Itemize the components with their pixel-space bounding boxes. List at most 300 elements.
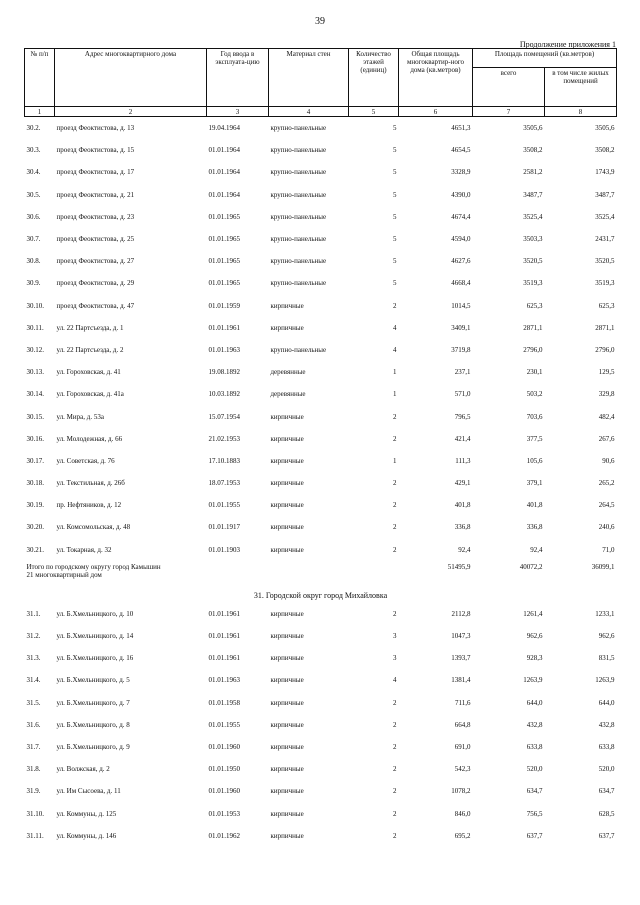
row-material: кирпичные <box>270 479 304 488</box>
row-total-area: 429,1 <box>454 479 471 488</box>
header-residential: в том числе жилых помещений <box>545 68 617 107</box>
row-material: кирпичные <box>270 501 304 510</box>
row-area-residential: 3508,2 <box>595 146 615 155</box>
table-row <box>25 692 617 714</box>
row-area-residential: 264,5 <box>598 501 615 510</box>
table-row <box>25 339 617 361</box>
row-total-area: 1393,7 <box>451 654 471 663</box>
column-number: 1 <box>25 107 55 117</box>
row-material: кирпичные <box>270 632 304 641</box>
row-total-area: 1381,4 <box>451 676 471 685</box>
row-address: ул. Коммуны, д. 146 <box>56 831 117 840</box>
row-material: кирпичные <box>270 609 304 618</box>
table-row <box>25 825 617 847</box>
row-area-all: 962,6 <box>526 632 543 641</box>
row-floors: 2 <box>393 765 397 774</box>
row-floors: 2 <box>393 412 397 421</box>
table-row <box>25 117 617 140</box>
row-number: 31.6. <box>26 720 41 729</box>
total-label-line1: Итого по городскому округу город Камышин <box>26 562 161 571</box>
row-area-all: 92,4 <box>530 545 543 554</box>
row-material: кирпичные <box>270 456 304 465</box>
row-year: 01.01.1962 <box>208 831 240 840</box>
table-row <box>25 714 617 736</box>
row-material: кирпичные <box>270 301 304 310</box>
row-number: 30.12. <box>26 345 44 354</box>
row-total-area: 796,5 <box>454 412 471 421</box>
row-address: пр. Нефтяников, д. 12 <box>56 501 122 510</box>
row-floors: 2 <box>393 609 397 618</box>
row-year: 15.07.1954 <box>208 412 240 421</box>
row-year: 01.01.1903 <box>208 545 240 554</box>
row-material: деревянные <box>270 368 306 377</box>
row-area-all: 3505,6 <box>523 124 543 133</box>
row-number: 31.11. <box>26 831 44 840</box>
row-total-area: 3409,1 <box>451 323 471 332</box>
row-total-area: 664,8 <box>454 720 471 729</box>
table-row <box>25 539 617 561</box>
row-number: 30.21. <box>26 545 44 554</box>
row-material: кирпичные <box>270 676 304 685</box>
row-area-residential: 962,6 <box>598 632 615 641</box>
row-floors: 2 <box>393 831 397 840</box>
row-number: 31.7. <box>26 742 41 751</box>
row-floors: 4 <box>393 676 397 685</box>
row-area-residential: 3487,7 <box>595 190 615 199</box>
row-year: 01.01.1961 <box>208 654 240 663</box>
row-address: ул. 22 Партсъезда, д. 1 <box>56 323 124 332</box>
row-address: ул. Комсомольская, д. 48 <box>56 523 131 532</box>
row-area-all: 928,3 <box>526 654 543 663</box>
row-floors: 2 <box>393 501 397 510</box>
row-area-residential: 240,6 <box>598 523 615 532</box>
row-year: 01.01.1961 <box>208 609 240 618</box>
row-area-residential: 71,0 <box>602 545 615 554</box>
row-floors: 5 <box>393 279 397 288</box>
row-address: ул. Советская, д. 76 <box>56 456 115 465</box>
row-number: 31.10. <box>26 809 44 818</box>
row-total-area: 1047,3 <box>451 632 471 641</box>
table-row <box>25 405 617 427</box>
row-total-area: 4668,4 <box>451 279 471 288</box>
row-material: кирпичные <box>270 698 304 707</box>
row-number: 30.11. <box>26 323 44 332</box>
row-area-residential: 520,0 <box>598 765 615 774</box>
row-total-area: 3719,8 <box>451 345 471 354</box>
row-year: 01.01.1965 <box>208 279 240 288</box>
table-row <box>25 206 617 228</box>
column-number: 7 <box>473 107 545 117</box>
row-material: кирпичные <box>270 323 304 332</box>
row-address: ул. Б.Хмельницкого, д. 7 <box>56 698 130 707</box>
row-material: крупно-панельные <box>270 168 327 177</box>
row-year: 01.01.1961 <box>208 632 240 641</box>
row-number: 30.15. <box>26 412 44 421</box>
table-row <box>25 250 617 272</box>
row-material: кирпичные <box>270 720 304 729</box>
row-area-residential: 2871,1 <box>595 323 615 332</box>
row-floors: 1 <box>393 368 397 377</box>
page-number: 39 <box>315 16 325 27</box>
row-material: кирпичные <box>270 831 304 840</box>
table-row <box>25 450 617 472</box>
row-total-area: 691,0 <box>454 742 471 751</box>
row-number: 30.18. <box>26 479 44 488</box>
row-number: 30.19. <box>26 501 44 510</box>
row-floors: 2 <box>393 698 397 707</box>
row-floors: 2 <box>393 479 397 488</box>
row-area-all: 432,8 <box>526 720 543 729</box>
row-address: проезд Феоктистова, д. 47 <box>56 301 135 310</box>
header-address: Адрес многоквартирного дома <box>55 49 207 107</box>
header-row <box>25 49 617 68</box>
row-year: 01.01.1961 <box>208 323 240 332</box>
row-material: кирпичные <box>270 809 304 818</box>
row-year: 01.01.1950 <box>208 765 240 774</box>
row-total-area: 2112,8 <box>451 609 471 618</box>
row-material: кирпичные <box>270 523 304 532</box>
row-address: проезд Феоктистова, д. 17 <box>56 168 135 177</box>
row-area-all: 637,7 <box>526 831 543 840</box>
row-total-area: 1078,2 <box>451 787 471 796</box>
row-material: кирпичные <box>270 654 304 663</box>
row-address: проезд Феоктистова, д. 23 <box>56 212 135 221</box>
row-floors: 5 <box>393 124 397 133</box>
row-floors: 2 <box>393 523 397 532</box>
row-address: проезд Феоктистова, д. 29 <box>56 279 135 288</box>
row-address: проезд Феоктистова, д. 15 <box>56 146 135 155</box>
row-address: ул. Б.Хмельницкого, д. 14 <box>56 632 134 641</box>
row-area-residential: 3519,3 <box>595 279 615 288</box>
row-total-area: 336,8 <box>454 523 471 532</box>
row-area-all: 703,6 <box>526 412 543 421</box>
row-address: ул. Гороховская, д. 41 <box>56 368 121 377</box>
row-address: ул. Б.Хмельницкого, д. 16 <box>56 654 134 663</box>
total-area-residential: 36099,1 <box>591 562 615 571</box>
table-row <box>25 758 617 780</box>
column-number: 2 <box>55 107 207 117</box>
row-floors: 2 <box>393 545 397 554</box>
table-row <box>25 295 617 317</box>
table-row <box>25 516 617 538</box>
row-year: 01.01.1963 <box>208 676 240 685</box>
row-area-all: 633,8 <box>526 742 543 751</box>
row-area-all: 520,0 <box>526 765 543 774</box>
row-floors: 5 <box>393 146 397 155</box>
row-floors: 5 <box>393 257 397 266</box>
table-row <box>25 603 617 625</box>
row-area-all: 3503,3 <box>523 235 543 244</box>
row-area-residential: 1233,1 <box>595 609 615 618</box>
row-total-area: 4654,5 <box>451 146 471 155</box>
total-area-all: 40072,2 <box>519 562 543 571</box>
housing-table <box>24 48 617 847</box>
row-address: ул. Б.Хмельницкого, д. 5 <box>56 676 130 685</box>
table-row <box>25 161 617 183</box>
row-year: 01.01.1917 <box>208 523 240 532</box>
column-number-row <box>25 107 617 117</box>
row-year: 01.01.1964 <box>208 168 240 177</box>
table-row <box>25 802 617 824</box>
row-floors: 3 <box>393 632 397 641</box>
row-area-residential: 482,4 <box>598 412 615 421</box>
row-area-all: 3487,7 <box>523 190 543 199</box>
row-year: 19.08.1892 <box>208 368 240 377</box>
row-total-area: 421,4 <box>454 434 471 443</box>
row-area-all: 3520,5 <box>523 257 543 266</box>
row-area-residential: 831,5 <box>598 654 615 663</box>
row-material: крупно-панельные <box>270 257 327 266</box>
row-area-all: 503,2 <box>526 390 543 399</box>
row-total-area: 4651,3 <box>451 124 471 133</box>
row-material: крупно-панельные <box>270 279 327 288</box>
row-total-area: 542,3 <box>454 765 471 774</box>
row-address: ул. Б.Хмельницкого, д. 8 <box>56 720 130 729</box>
row-total-area: 4627,6 <box>451 257 471 266</box>
header-all: всего <box>473 68 545 107</box>
row-area-residential: 644,0 <box>598 698 615 707</box>
row-address: ул. Токарная, д. 32 <box>56 545 112 554</box>
row-area-all: 3525,4 <box>523 212 543 221</box>
row-number: 31.1. <box>26 609 41 618</box>
row-number: 30.13. <box>26 368 44 377</box>
row-area-all: 377,5 <box>526 434 543 443</box>
row-number: 30.16. <box>26 434 44 443</box>
row-floors: 2 <box>393 434 397 443</box>
row-address: ул. 22 Партсъезда, д. 2 <box>56 345 124 354</box>
table-row <box>25 625 617 647</box>
row-year: 01.01.1958 <box>208 698 240 707</box>
row-total-area: 401,8 <box>454 501 471 510</box>
column-number: 6 <box>399 107 473 117</box>
row-area-residential: 267,6 <box>598 434 615 443</box>
row-year: 01.01.1964 <box>208 190 240 199</box>
row-area-all: 105,6 <box>526 456 543 465</box>
row-address: проезд Феоктистова, д. 13 <box>56 124 135 133</box>
table-row <box>25 669 617 691</box>
row-material: крупно-панельные <box>270 235 327 244</box>
row-area-all: 756,5 <box>526 809 543 818</box>
row-address: проезд Феоктистова, д. 27 <box>56 257 135 266</box>
row-area-all: 401,8 <box>526 501 543 510</box>
row-material: кирпичные <box>270 787 304 796</box>
header-material: Материал стен <box>269 49 349 107</box>
row-total-area: 3328,9 <box>451 168 471 177</box>
row-address: ул. Гороховская, д. 41а <box>56 390 124 399</box>
row-floors: 2 <box>393 809 397 818</box>
row-total-area: 571,0 <box>454 390 471 399</box>
row-floors: 5 <box>393 212 397 221</box>
row-year: 01.01.1963 <box>208 345 240 354</box>
row-number: 30.6. <box>26 212 41 221</box>
row-area-residential: 129,5 <box>598 368 615 377</box>
row-total-area: 846,0 <box>454 809 471 818</box>
row-floors: 5 <box>393 168 397 177</box>
row-floors: 1 <box>393 390 397 399</box>
row-number: 31.3. <box>26 654 41 663</box>
row-material: крупно-панельные <box>270 146 327 155</box>
row-area-all: 634,7 <box>526 787 543 796</box>
row-area-residential: 3525,4 <box>595 212 615 221</box>
total-row <box>25 561 617 589</box>
row-area-residential: 1263,9 <box>595 676 615 685</box>
total-area: 51495,9 <box>447 562 471 571</box>
header-premises-area: Площадь помещений (кв.метров) <box>473 49 617 68</box>
row-number: 30.4. <box>26 168 41 177</box>
row-year: 01.01.1960 <box>208 787 240 796</box>
row-address: ул. Б.Хмельницкого, д. 9 <box>56 742 130 751</box>
row-area-residential: 637,7 <box>598 831 615 840</box>
row-material: кирпичные <box>270 765 304 774</box>
row-area-all: 625,3 <box>526 301 543 310</box>
row-total-area: 4674,4 <box>451 212 471 221</box>
total-label-line2: 21 многоквартирный дом <box>26 571 102 580</box>
row-floors: 2 <box>393 787 397 796</box>
row-area-residential: 634,7 <box>598 787 615 796</box>
table-row <box>25 139 617 161</box>
row-area-residential: 625,3 <box>598 301 615 310</box>
row-area-all: 3519,3 <box>523 279 543 288</box>
row-total-area: 111,3 <box>455 456 471 465</box>
header-total-area: Общая площадь многоквартир-ного дома (кв.метров) <box>399 49 473 107</box>
row-year: 01.01.1959 <box>208 301 240 310</box>
row-floors: 4 <box>393 345 397 354</box>
row-address: проезд Феоктистова, д. 21 <box>56 190 135 199</box>
table-row <box>25 272 617 294</box>
row-number: 31.9. <box>26 787 41 796</box>
row-year: 10.03.1892 <box>208 390 240 399</box>
row-year: 01.01.1953 <box>208 809 240 818</box>
row-address: проезд Феоктистова, д. 25 <box>56 235 135 244</box>
column-number: 5 <box>349 107 399 117</box>
column-number: 8 <box>545 107 617 117</box>
table-row <box>25 361 617 383</box>
row-material: деревянные <box>270 390 306 399</box>
table-row <box>25 780 617 802</box>
row-material: крупно-панельные <box>270 212 327 221</box>
table-row <box>25 228 617 250</box>
row-year: 01.01.1965 <box>208 212 240 221</box>
section-title-row <box>25 589 617 603</box>
header-num: № п/п <box>25 49 55 107</box>
total-label <box>25 561 399 589</box>
table-row <box>25 647 617 669</box>
row-area-all: 644,0 <box>526 698 543 707</box>
row-year: 01.01.1965 <box>208 257 240 266</box>
row-area-all: 379,1 <box>526 479 543 488</box>
row-address: ул. Коммуны, д. 125 <box>56 809 117 818</box>
row-area-all: 230,1 <box>526 368 543 377</box>
table-row <box>25 184 617 206</box>
table-body <box>25 117 617 847</box>
row-area-residential: 1743,9 <box>595 168 615 177</box>
row-number: 30.9. <box>26 279 41 288</box>
row-address: ул. Текстильная, д. 26б <box>56 479 125 488</box>
row-floors: 5 <box>393 190 397 199</box>
row-year: 01.01.1955 <box>208 720 240 729</box>
row-total-area: 4594,0 <box>451 235 471 244</box>
row-area-all: 2871,1 <box>523 323 543 332</box>
row-number: 31.8. <box>26 765 41 774</box>
row-area-residential: 329,8 <box>598 390 615 399</box>
column-number: 3 <box>207 107 269 117</box>
row-material: крупно-панельные <box>270 345 327 354</box>
row-number: 30.17. <box>26 456 44 465</box>
row-number: 30.5. <box>26 190 41 199</box>
row-number: 31.5. <box>26 698 41 707</box>
row-floors: 4 <box>393 323 397 332</box>
row-area-residential: 628,5 <box>598 809 615 818</box>
row-area-residential: 2431,7 <box>595 235 615 244</box>
row-area-all: 336,8 <box>526 523 543 532</box>
row-number: 30.2. <box>26 124 41 133</box>
row-address: ул. Мира, д. 53а <box>56 412 104 421</box>
row-number: 31.4. <box>26 676 41 685</box>
section-title: 31. Городской округ город Михайловка <box>253 591 388 601</box>
row-area-all: 1261,4 <box>523 609 543 618</box>
row-area-residential: 3520,5 <box>595 257 615 266</box>
row-area-residential: 3505,6 <box>595 124 615 133</box>
header-year: Год ввода в эксплуата-цию <box>207 49 269 107</box>
table-row <box>25 383 617 405</box>
column-number: 4 <box>269 107 349 117</box>
row-material: крупно-панельные <box>270 190 327 199</box>
row-area-all: 1263,9 <box>523 676 543 685</box>
table-row <box>25 736 617 758</box>
row-area-all: 3508,2 <box>523 146 543 155</box>
row-number: 30.14. <box>26 390 44 399</box>
row-address: ул. Им Сысоева, д. 11 <box>56 787 121 796</box>
row-year: 21.02.1953 <box>208 434 240 443</box>
row-number: 30.10. <box>26 301 44 310</box>
row-area-residential: 90,6 <box>602 456 615 465</box>
row-total-area: 695,2 <box>454 831 471 840</box>
table-row <box>25 317 617 339</box>
row-number: 30.8. <box>26 257 41 266</box>
row-year: 01.01.1965 <box>208 235 240 244</box>
row-year: 18.07.1953 <box>208 479 240 488</box>
row-material: кирпичные <box>270 742 304 751</box>
row-floors: 5 <box>393 235 397 244</box>
row-total-area: 92,4 <box>458 545 471 554</box>
row-year: 17.10.1883 <box>208 456 240 465</box>
row-year: 01.01.1960 <box>208 742 240 751</box>
row-area-residential: 633,8 <box>598 742 615 751</box>
row-year: 01.01.1955 <box>208 501 240 510</box>
row-number: 30.7. <box>26 235 41 244</box>
row-area-residential: 432,8 <box>598 720 615 729</box>
row-total-area: 237,1 <box>454 368 471 377</box>
row-area-residential: 265,2 <box>598 479 615 488</box>
row-material: кирпичные <box>270 412 304 421</box>
row-total-area: 1014,5 <box>451 301 471 310</box>
row-area-all: 2581,2 <box>523 168 543 177</box>
continuation-label: Продолжение приложения 1 <box>519 40 616 49</box>
row-floors: 2 <box>393 301 397 310</box>
row-floors: 2 <box>393 742 397 751</box>
row-floors: 2 <box>393 720 397 729</box>
table-row <box>25 472 617 494</box>
row-address: ул. Волжская, д. 2 <box>56 765 110 774</box>
row-number: 30.3. <box>26 146 41 155</box>
header-floors: Количество этажей (единиц) <box>349 49 399 107</box>
row-floors: 3 <box>393 654 397 663</box>
row-material: кирпичные <box>270 545 304 554</box>
row-year: 01.01.1964 <box>208 146 240 155</box>
row-address: ул. Молодежная, д. 66 <box>56 434 123 443</box>
table-row <box>25 494 617 516</box>
row-material: кирпичные <box>270 434 304 443</box>
